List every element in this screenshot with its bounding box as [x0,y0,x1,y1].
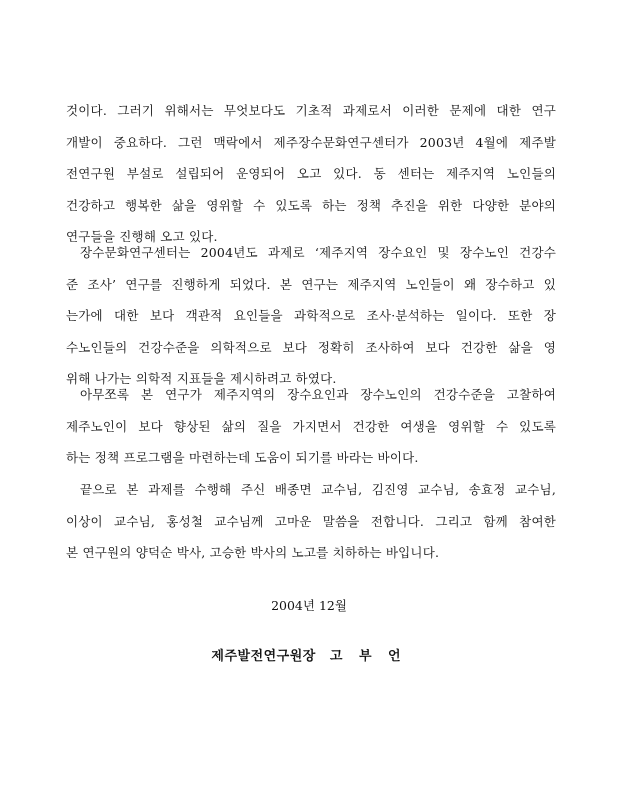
paragraph-line: 본 연구원의 양덕순 박사, 고승한 박사의 노고를 치하하는 바입니다. [66,545,440,560]
paragraph-4 [66,474,556,569]
paragraph-line: 이상이 교수님, 홍성철 교수님께 고마운 말씀을 전합니다. 그리고 함께 참여한 [66,513,556,529]
paragraph-line: 장수문화연구센터는 2004년도 과제로 ‘제주지역 장수요인 및 장수노인 건강수 [80,245,556,260]
paragraph-line: 끝으로 본 과제를 수행해 주신 배종면 교수님, 김진영 교수님, 송효정 교수님, [80,482,556,497]
paragraph-line: 개발이 중요하다. 그런 맥락에서 제주장수문화연구센터가 2003년 4월에 제주발 [66,134,556,150]
paragraph-line: 건강하고 행복한 삶을 영위할 수 있도록 하는 정책 추진을 위한 다양한 분야의 [66,197,556,213]
paragraph-line: 하는 정책 프로그램을 마련하는데 도움이 되기를 바라는 바이다. [66,450,419,465]
signature-block [0,647,618,667]
paragraph-line: 제주노인이 보다 향상된 삶의 질을 가지면서 건강한 여생을 영위할 수 있도록 [66,418,556,434]
signature-title: 제주발전연구원장 [211,649,316,664]
signature-name: 고 부 언 [329,649,407,664]
paragraph-line: 는가에 대한 보다 객관적 요인들을 과학적으로 조사·분석하는 일이다. 또한 장 [66,308,556,323]
paragraph-line: 것이다. 그러기 위해서는 무엇보다도 기초적 과제로서 이러한 문제에 대한 연구 [66,103,556,118]
paragraph-line: 아무쪼록 본 연구가 제주지역의 장수요인과 장수노인의 건강수준을 고찰하여 [80,387,556,402]
paragraph-3 [66,379,556,474]
paragraph-line: 위해 나가는 의학적 지표들을 제시하려고 하였다. [66,371,337,386]
document-date: 2004년 12월 [271,598,347,613]
paragraph-line: 전연구원 부설로 설립되어 운영되어 오고 있다. 동 센터는 제주지역 노인들의 [66,166,556,181]
paragraph-line: 수노인들의 건강수준을 의학적으로 보다 정확히 조사하여 보다 건강한 삶을 영 [66,339,556,355]
paragraph-line: 준 조사’ 연구를 진행하게 되었다. 본 연구는 제주지역 노인들이 왜 장수하고 있 [66,276,556,292]
paragraph-1 [66,95,556,253]
paragraph-line: 연구들을 진행해 오고 있다. [66,229,218,244]
paragraph-2 [66,237,556,395]
